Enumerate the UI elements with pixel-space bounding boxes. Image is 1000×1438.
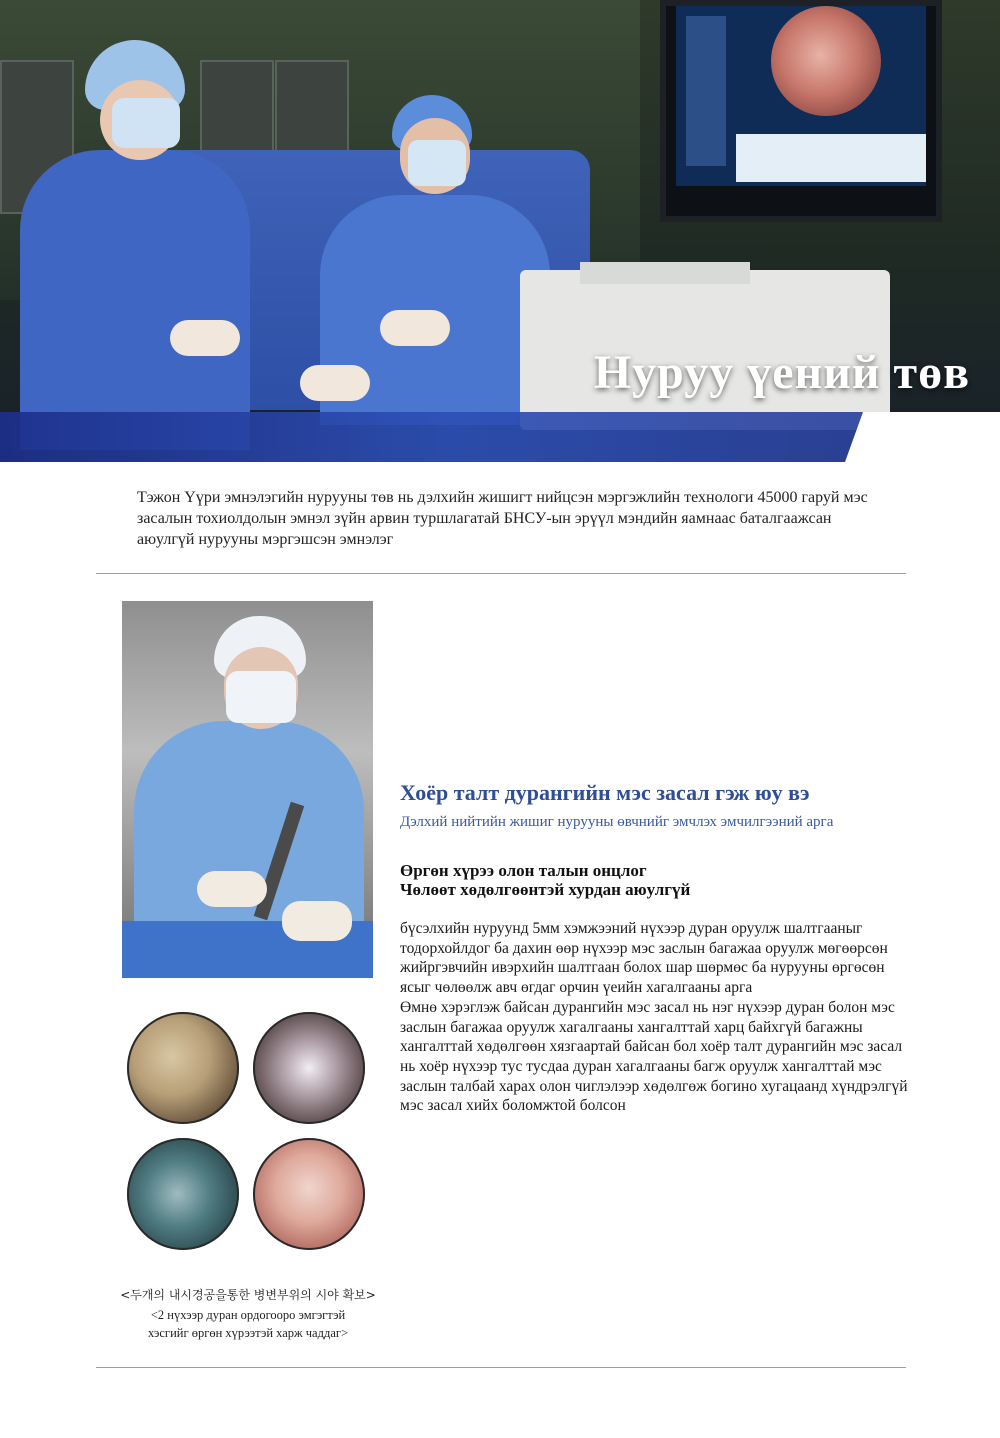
- section-body: [400, 919, 910, 1116]
- caption-mongolian: [100, 1306, 396, 1342]
- section-subtitle: Дэлхий нийтийн жишиг нурууны өвчнийг эмчлэх эмчилгээний арга: [400, 814, 834, 830]
- surgeon-glove: [170, 320, 240, 356]
- caption-korean: <두개의 내시경공을통한 병변부위의 시야 확보>: [120, 1288, 376, 1302]
- monitor-panel: [736, 134, 926, 182]
- surgeon-glove: [197, 871, 267, 907]
- highlight-line: Өргөн хүрээ олон талын онцлог: [400, 861, 647, 880]
- page-title: Нуруу үений төв: [593, 346, 970, 399]
- highlights: [400, 861, 690, 899]
- surgeon-left-mask: [112, 98, 180, 148]
- body-paragraph: бүсэлхийн нуруунд 5мм хэмжээний нүхээр дуран оруулж шалтгааныг тодорхойлдог ба дахин өөр нүхээр мэс заслын багажаа оруулж мөгөөрсөн жийргэвчийн ивэрхийн шалтгаан болох шар шөрмөс ба нурууны өргөсөн ясыг чөлөөлж авч өгдаг орчин үеийн хагалгааны арга: [400, 920, 888, 997]
- hero-banner: [0, 0, 1000, 462]
- monitor-sidebar: [686, 16, 726, 166]
- caption-line: хэсгийг өргөн хүрээтэй харж чаддаг>: [147, 1326, 349, 1340]
- endoscopic-image: [253, 1012, 365, 1124]
- divider: [96, 1367, 906, 1368]
- endoscopic-image: [253, 1138, 365, 1250]
- highlight-line: Чөлөөт хөдөлгөөнтэй хурдан аюулгүй: [400, 880, 691, 899]
- surgeon-glove: [380, 310, 450, 346]
- endoscopic-image: [127, 1012, 239, 1124]
- endoscopic-view: [771, 6, 881, 116]
- endoscopic-image: [127, 1138, 239, 1250]
- body-paragraph: Өмнө хэрэглэж байсан дурангийн мэс засал нь нэг нүхээр дуран болон мэс заслын багажаа оруулж хагалгааны хангалттай харц байхгүй багажны хангалттай хөдөлгөөн хязгаартай байсан бол хоёр талт дурангийн мэс засал нь хоёр нүхээр тус тусдаа дуран хагалгааны багж оруулж хангалттай мэс заслын талбай харах олон чиглэлээр хөдөлгөж богино хугацаанд хүндрэлгүй мэс засал хийх боломжтой болсон: [400, 998, 908, 1115]
- monitor-screen: [676, 6, 926, 186]
- intro-text: Тэжон Үүри эмнэлэгийн нурууны төв нь дэлхийн жишигт нийцсэн мэргэжлийн технологи 45000 гаруй мэс засалын тохиолдолын эмнэл зүйн арвин туршлагатай БНСУ-ын эрүүл мэндийн яамнаас баталгаажсан аюулгүй нурууны мэргэшсэн эмнэлэг: [137, 489, 868, 548]
- surgeon-right-mask: [408, 140, 466, 186]
- surgeon-glove: [282, 901, 352, 941]
- band-cutout-fill: [863, 412, 1000, 462]
- divider: [96, 573, 906, 574]
- section-title: Хоёр талт дурангийн мэс засал гэж юу вэ: [400, 780, 810, 805]
- band-cutout: [845, 412, 863, 462]
- endoscope-monitor: [660, 0, 942, 222]
- surgeon-glove: [300, 365, 370, 401]
- surgeon-mask: [226, 671, 296, 723]
- keyboard: [580, 262, 750, 284]
- surgeon-left-gown: [20, 150, 250, 450]
- surgeon-photo: [122, 601, 373, 978]
- caption-line: <2 нүхээр дуран ордогооро эмгэгтэй: [150, 1308, 346, 1322]
